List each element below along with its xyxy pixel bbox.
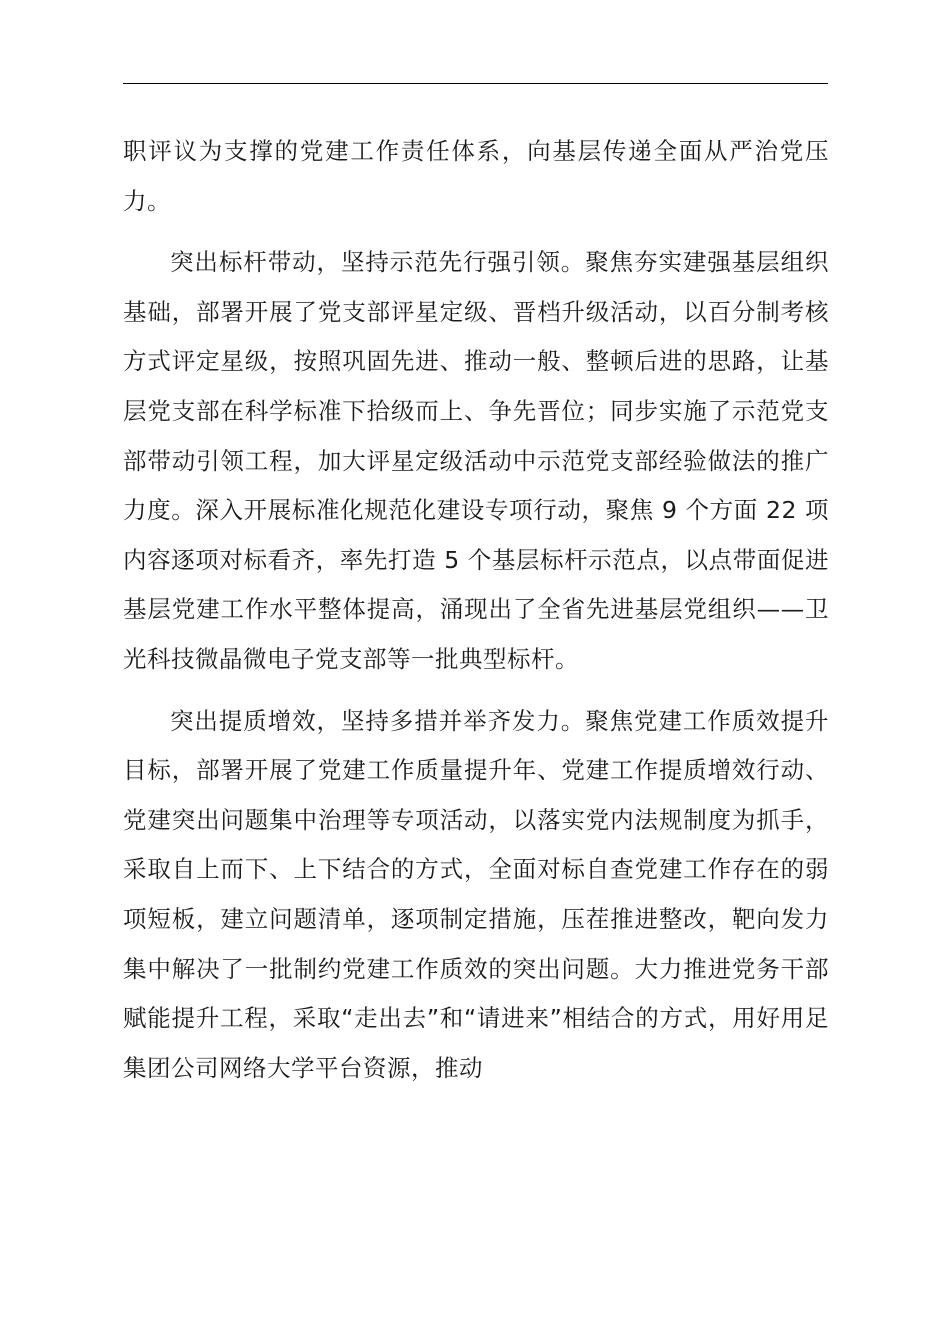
body-text <box>123 127 829 1105</box>
header-rule <box>123 83 828 84</box>
paragraph-benchmark: 突出标杆带动，坚持示范先行强引领。聚焦夯实建强基层组织基础，部署开展了党支部评星定级、晋档升级活动，以百分制考核方式评定星级，按照巩固先进、推动一般、整顿后进的思路，让基层党支部在科学标准下拾级而上、争先晋位；同步实施了示范党支部带动引领工程，加大评星定级活动中示范党支部经验做法的推广力度。深入开展标准化规范化建设专项行动，聚焦 9 个方面 22 项内容逐项对标看齐，率先打造 5 个基层标杆示范点，以点带面促进基层党建工作水平整体提高，涌现出了全省先进基层党组织——卫光科技微晶微电子党支部等一批典型标杆。 <box>123 248 829 673</box>
paragraph-quality: 突出提质增效，坚持多措并举齐发力。聚焦党建工作质效提升目标，部署开展了党建工作质量提升年、党建工作提质增效行动、党建突出问题集中治理等专项活动，以落实党内法规制度为抓手，采取自上而下、上下结合的方式，全面对标自查党建工作存在的弱项短板，建立问题清单，逐项制定措施，压茬推进整改，靶向发力集中解决了一批制约党建工作质效的突出问题。大力推进党务干部赋能提升工程，采取“走出去”和“请进来”相结合的方式，用好用足集团公司网络大学平台资源，推动 <box>123 706 829 1082</box>
paragraph-continuation: 职评议为支撑的党建工作责任体系，向基层传递全面从严治党压力。 <box>123 137 829 215</box>
